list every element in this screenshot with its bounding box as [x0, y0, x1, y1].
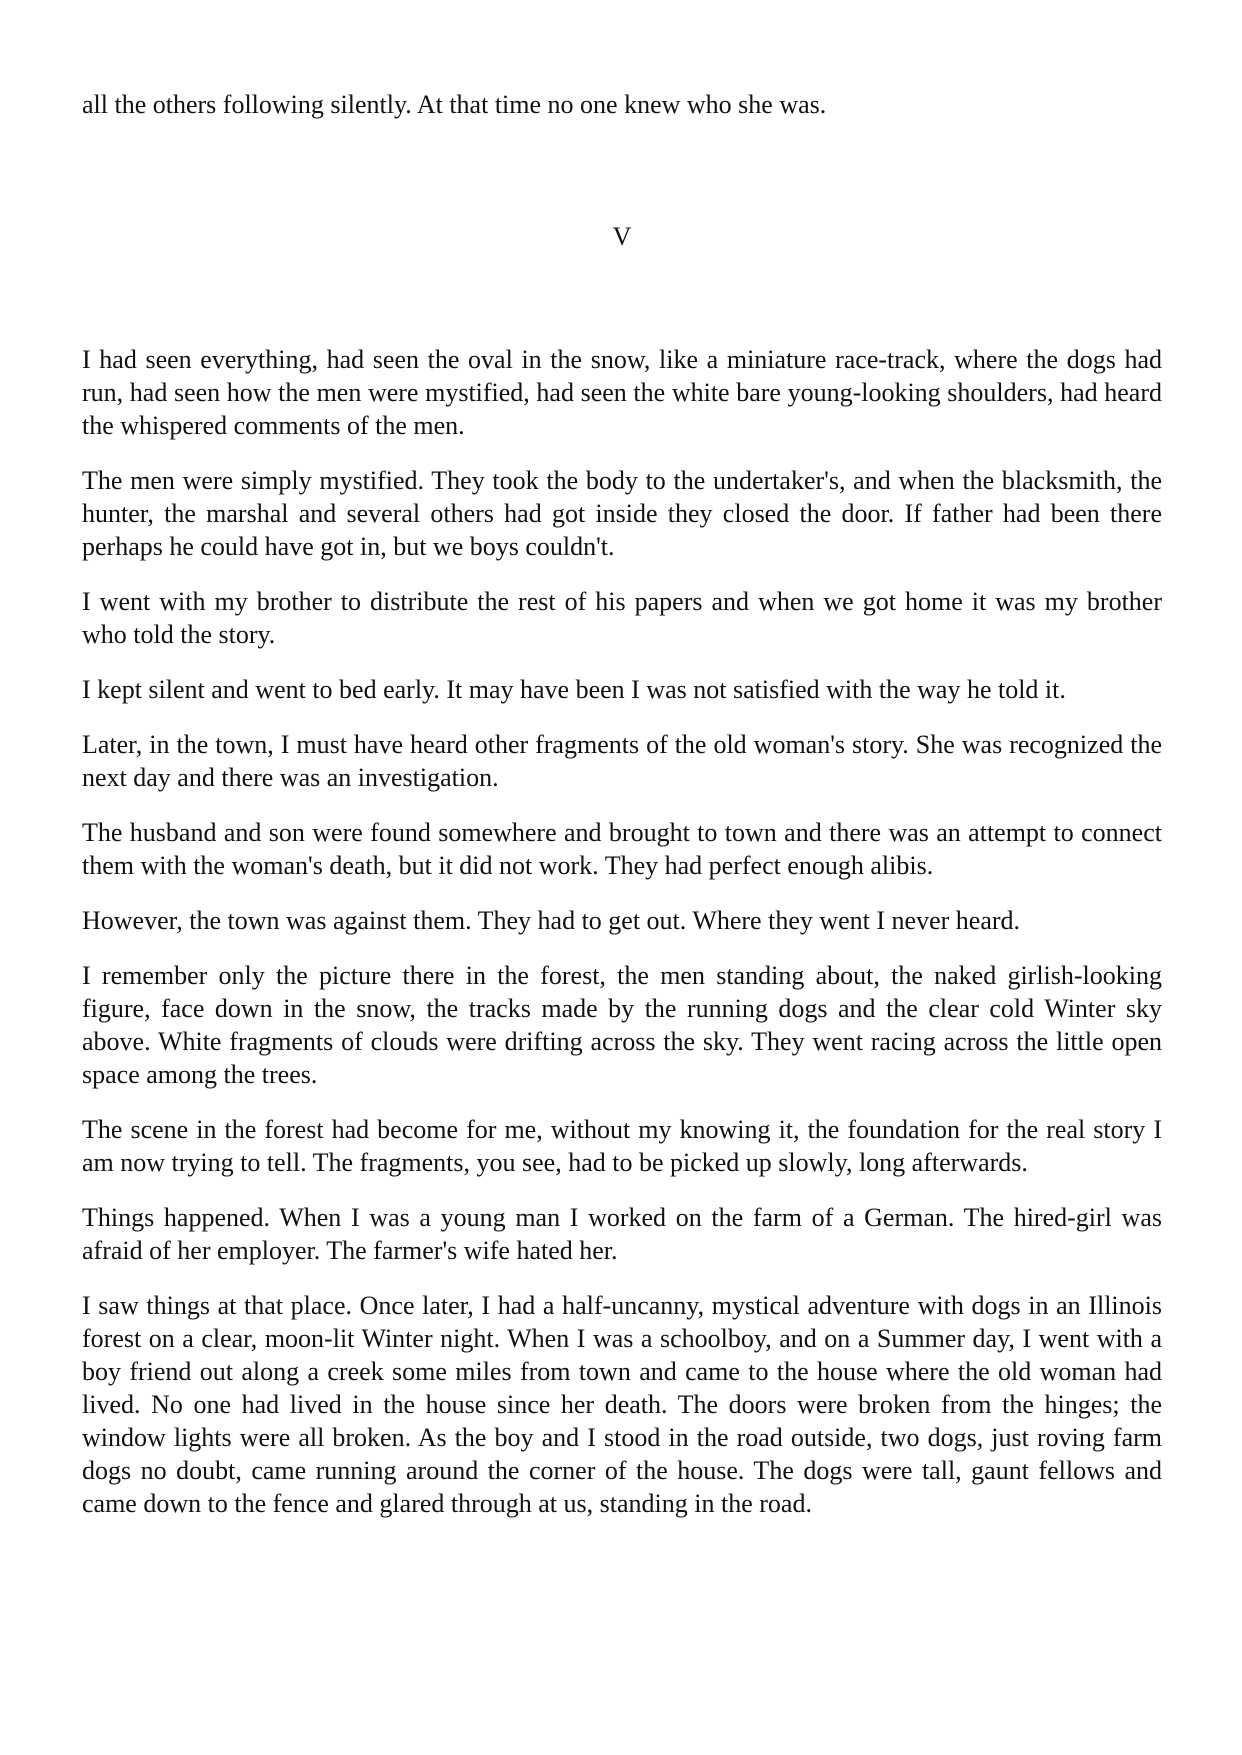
paragraph: The husband and son were found somewhere and brought to town and there was an attempt to connect them with the woman's death, but it did not work. They had perfect enough alibis. — [82, 818, 1162, 880]
paragraph: I remember only the picture there in the forest, the men standing about, the naked girlish-looking figure, face down in the snow, the tracks made by the running dogs and the clear cold Winter sky above. White fragments of clouds were drifting across the sky. They went racing across the little open space among the trees. — [82, 961, 1162, 1089]
paragraph: I kept silent and went to bed early. It may have been I was not satisfied with the way he told it. — [82, 675, 1066, 704]
paragraph: I saw things at that place. Once later, I had a half-uncanny, mystical adventure with dogs in an Illinois forest on a clear, moon-lit Winter night. When I was a schoolboy, and on a Summer day, I went with a boy friend out along a creek some miles from town and came to the house where the old woman had lived. No one had lived in the house since her death. The doors were broken from the hinges; the window lights were all broken. As the boy and I stood in the road outside, two dogs, just roving farm dogs no doubt, came running around the corner of the house. The dogs were tall, gaunt fellows and came down to the fence and glared through at us, standing in the road. — [82, 1291, 1162, 1518]
paragraph: I had seen everything, had seen the oval in the snow, like a miniature race-track, where the dogs had run, had seen how the men were mystified, had seen the white bare young-looking shoulders, had heard the whispered comments of the men. — [82, 345, 1162, 440]
document-page — [82, 88, 1162, 1542]
paragraph: Later, in the town, I must have heard other fragments of the old woman's story. She was recognized the next day and there was an investigation. — [82, 730, 1162, 792]
paragraph: I went with my brother to distribute the rest of his papers and when we got home it was my brother who told the story. — [82, 587, 1162, 649]
section-heading: V — [612, 222, 632, 251]
paragraph: However, the town was against them. They had to get out. Where they went I never heard. — [82, 906, 1021, 935]
paragraph: Things happened. When I was a young man I worked on the farm of a German. The hired-girl was afraid of her employer. The farmer's wife hated her. — [82, 1203, 1162, 1265]
paragraph: The men were simply mystified. They took the body to the undertaker's, and when the blacksmith, the hunter, the marshal and several others had got inside they closed the door. If father had been there perhaps he could have got in, but we boys couldn't. — [82, 466, 1162, 561]
opening-line: all the others following silently. At that time no one knew who she was. — [82, 90, 827, 119]
paragraph: The scene in the forest had become for me, without my knowing it, the foundation for the real story I am now trying to tell. The fragments, you see, had to be picked up slowly, long afterwards. — [82, 1115, 1162, 1177]
